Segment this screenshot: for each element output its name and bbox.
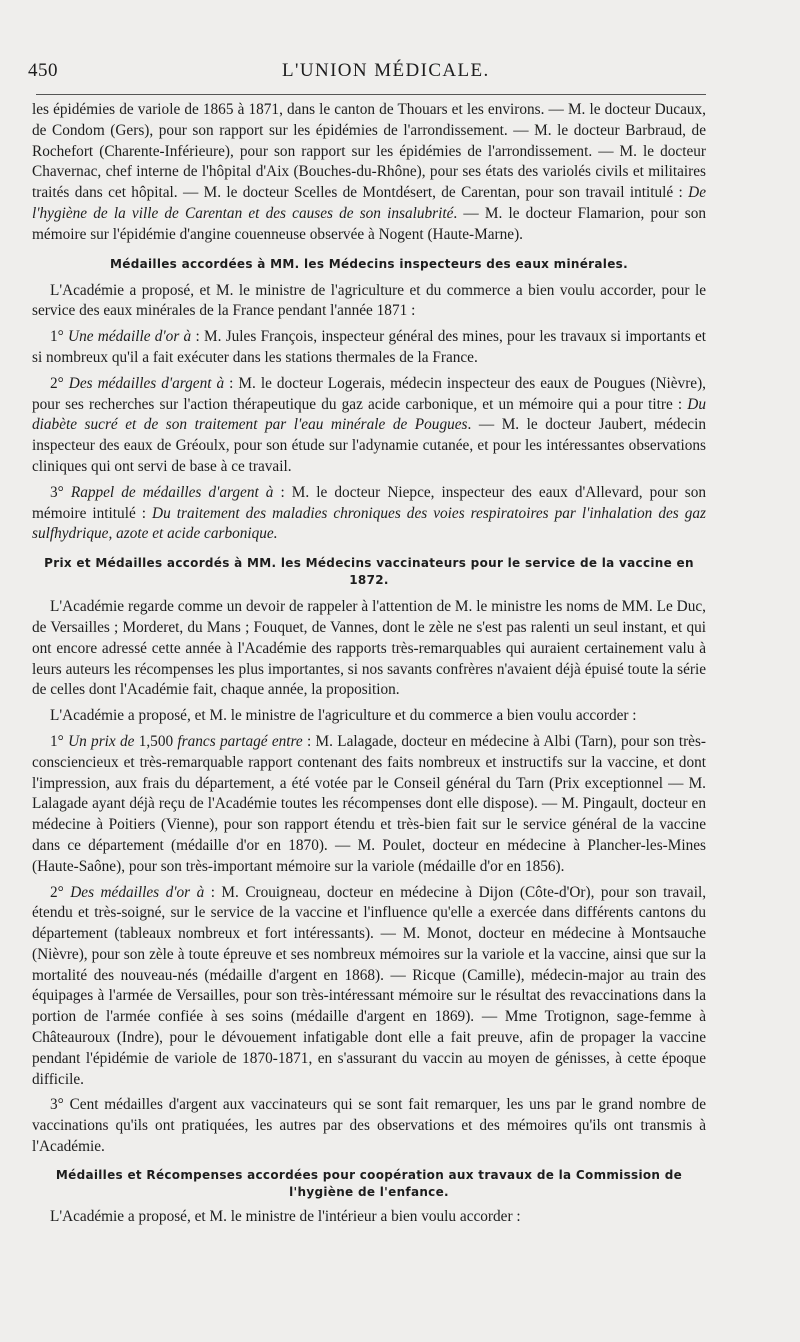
running-title: L'UNION MÉDICALE.: [282, 60, 490, 81]
paragraph-prize: 1° Un prix de 1,500 francs partagé entre : M. Lalagade, docteur en médecine à Albi (Tarn), pour son très-consciencieux et très-remarquable rapport contenant des faits nombreux et instructifs sur la vaccine, et dont l'impression, aux frais du département, a été votée par le Conseil général du Tarn (Prix exceptionnel — M. Lalagade ayant déjà reçu de l'Académie toutes les récompenses dont elle dispose). — M. Pingault, docteur en médecine à Poitiers (Vienne), pour son rapport étendu et très-bien fait sur le service général de la vaccine dans ce département (médaille d'or en 1870). — M. Poulet, docteur en médecine à Plancher-les-Mines (Haute-Saône), pour son très-important mémoire sur la variole (médaille d'or en 1856).: [32, 732, 707, 875]
paragraph-academy-reminder: L'Académie regarde comme un devoir de rappeler à l'attention de M. le ministre les noms de MM. Le Duc, de Versailles ; Morderet, du Mans ; Fouquet, de Vannes, dont le zèle ne s'est pas ralenti un seul instant, et qui ont encore adressé cette année à l'Académie des rapports très-remarquables qui auraient certainement valu à leurs auteurs les récompenses les plus importantes, si nos savants confrères n'avaient déjà épuisé toute la série de celles dont l'Académie fait, chaque année, la proposition.: [32, 598, 706, 699]
paragraph-proposal-interior: L'Académie a proposé, et M. le ministre de l'intérieur a bien voulu accorder :: [50, 1207, 521, 1225]
paragraph-silver-hundred: 3° Cent médailles d'argent aux vaccinateurs qui se sont fait remarquer, les uns par le grand nombre de vaccinations qu'ils ont pratiquées, les autres par des observations et des mémoires qu'ils ont transmis à l'Académie.: [32, 1096, 706, 1156]
paragraph-epidemics: les épidémies de variole de 1865 à 1871, dans le canton de Thouars et les environs. — M. le docteur Ducaux, de Condom (Gers), pour son rapport sur les épidémies de l'arrondissement. — M. le docteur Barbraud, de Rochefort (Charente-Inférieure), pour son rapport sur les épidémies de l'arrondissement. — M. le docteur Chavernac, chef interne de l'hôpital d'Aix (Bouches-du-Rhône), pour ses états des variolés civils et militaires traités dans cet hôpital. — M. le docteur Scelles de Montdésert, de Carentan, pour son travail intitulé : De l'hygiène de la ville de Carentan et des causes de son insalubrité. — M. le docteur Flamarion, pour son mémoire sur l'épidémie d'angine couenneuse observée à Nogent (Haute-Marne).: [32, 101, 706, 243]
paragraph-gold-medals-vaccine: 2° Des médailles d'or à : M. Crouigneau, docteur en médecine à Dijon (Côte-d'Or), pour son travail, étendu et très-soigné, sur le service de la vaccine et l'influence qu'elle a exercée dans différents cantons du département (tableaux nombreux et fort intéressants). — M. Monot, docteur en médecine à Montsauche (Nièvre), pour son zèle à toute épreuve et ses nombreux mémoires sur la variole et la vaccine, ainsi que sur la mortalité des nouveau-nés (médaille d'argent en 1868). — Ricque (Camille), médecin-major au train des équipages à l'armée de Versailles, pour son très-intéressant mémoire sur le résultat des revaccinations dans la portion de l'armée confiée à ses soins (médaille d'argent en 1869). — Mme Trotignon, sage-femme à Châteauroux (Indre), pour le dévouement infatigable dont elle a fait preuve, afin de propager la vaccine pendant l'épidémie de variole de 1870-1871, en s'assurant du vaccin au moyen de génisses, à cette époque difficile.: [32, 883, 707, 1088]
section-heading-vaccinators: Prix et Médailles accordés à MM. les Médecins vaccinateurs pour le service de la vaccine en 1872.: [44, 556, 694, 588]
section-heading-mineral-waters: Médailles accordées à MM. les Médecins inspecteurs des eaux minérales.: [110, 256, 628, 271]
section-heading-childhood-hygiene: Médailles et Récompenses accordées pour coopération aux travaux de la Commission de l'hygiène de l'enfance.: [55, 1167, 683, 1199]
paragraph-proposal-vaccine: L'Académie a proposé, et M. le ministre de l'agriculture et du commerce a bien voulu accorder :: [50, 707, 637, 725]
paragraph-proposal-1871: L'Académie a proposé, et M. le ministre de l'agriculture et du commerce a bien voulu accorder, pour le service des eaux minérales de la France pendant l'année 1871 :: [32, 281, 706, 320]
header-rule: [36, 94, 706, 95]
page-header: [28, 60, 740, 90]
document-body: [32, 100, 706, 1228]
paragraph-gold-medal: 1° Une médaille d'or à : M. Jules François, inspecteur général des mines, pour les travaux si importants et si nombreux qu'il a fait exécuter dans les stations thermales de la France.: [32, 328, 706, 366]
paragraph-silver-medals: 2° Des médailles d'argent à : M. le docteur Logerais, médecin inspecteur des eaux de Pougues (Nièvre), pour ses recherches sur l'action thérapeutique du gaz acide carbonique, et un mémoire qui a pour titre : Du diabète sucré et de son traitement par l'eau minérale de Pougues. — M. le docteur Jaubert, médecin inspecteur des eaux de Gréoulx, pour son étude sur l'adynamie cutanée, et pour les intéressantes observations cliniques qui ont servi de base à ce travail.: [32, 374, 707, 475]
page-number: 450: [28, 60, 58, 81]
paragraph-silver-recall: 3° Rappel de médailles d'argent à : M. le docteur Niepce, inspecteur des eaux d'Allevard, pour son mémoire intitulé : Du traitement des maladies chroniques des voies respiratoires par l'inhalation des gaz sulfhydrique, azote et acide carbonique.: [32, 483, 707, 543]
